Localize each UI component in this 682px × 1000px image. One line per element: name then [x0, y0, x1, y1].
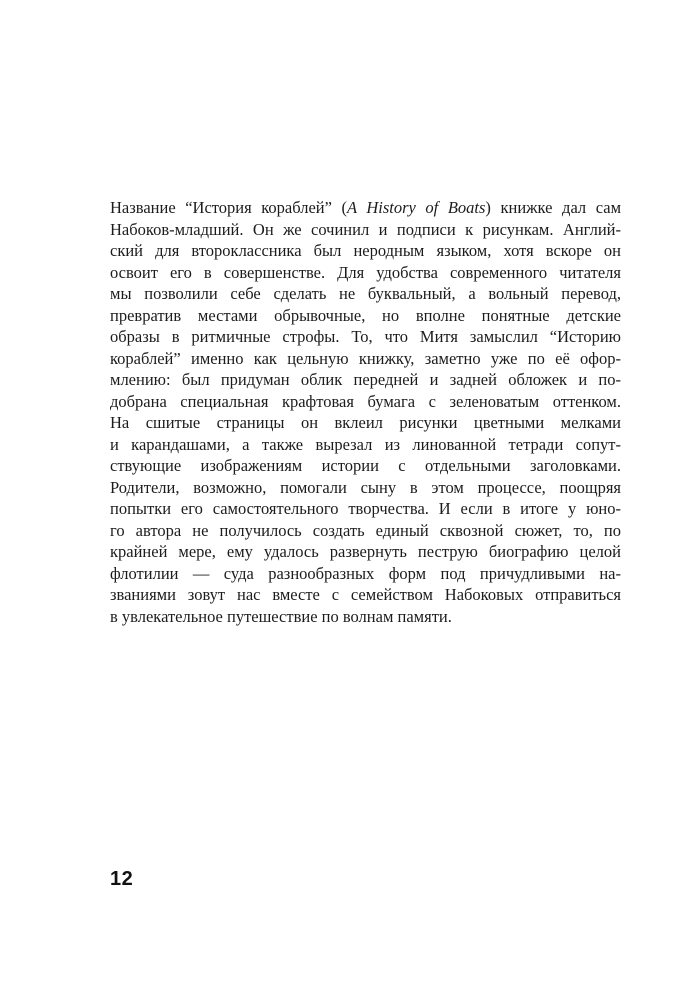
text-line: флотилии — суда разнообразных форм под причудливыми на- [110, 563, 621, 583]
line-text: ) книжке дал сам [485, 198, 622, 217]
text-line: Родители, возможно, помогали сыну в этом процессе, поощряя [110, 477, 621, 497]
text-line [110, 197, 621, 219]
text-line: добрана специальная крафтовая бумага с зеленоватым оттенком. [110, 391, 621, 411]
text-line: освоит его в совершенстве. Для удобства современного читателя [110, 262, 621, 282]
text-line: ский для второклассника был неродным языком, хотя вскоре он [110, 241, 621, 260]
text-line: образы в ритмичные строфы. То, что Митя замыслил “Историю [110, 327, 621, 346]
text-line: крайней мере, ему удалось развернуть пеструю биографию целой [110, 542, 621, 561]
text-line: го автора не получилось создать единый сквозной сюжет, то, по [110, 520, 621, 540]
text-line: званиями зовут нас вместе с семейством Набоковых отправиться [110, 585, 621, 604]
text-line: На сшитые страницы он вклеил рисунки цветными мелками [110, 413, 621, 432]
text-line: ствующие изображениям истории с отдельными заголовками. [110, 456, 621, 475]
text-line: превратив местами обрывочные, но вполне понятные детские [110, 305, 621, 325]
text-line: и карандашами, а также вырезал из линованной тетради сопут- [110, 434, 621, 454]
english-book-title: A History of Boats [347, 198, 486, 217]
body-paragraph [110, 197, 621, 627]
text-line: кораблей” именно как цельную книжку, заметно уже по её офор- [110, 348, 621, 368]
page-number: 12 [110, 868, 134, 890]
text-line: мы позволили себе сделать не буквальный, а вольный перевод, [110, 284, 621, 303]
line-text: Название “История кораблей” ( [110, 198, 348, 217]
text-line: млению: был придуман облик передней и задней обложек и по- [110, 370, 621, 389]
text-line: в увлекательное путешествие по волнам памяти. [110, 606, 452, 626]
text-line: Набоков-младший. Он же сочинил и подписи к рисункам. Англий- [110, 219, 621, 239]
text-line: попытки его самостоятельного творчества. И если в итоге у юно- [110, 499, 621, 518]
